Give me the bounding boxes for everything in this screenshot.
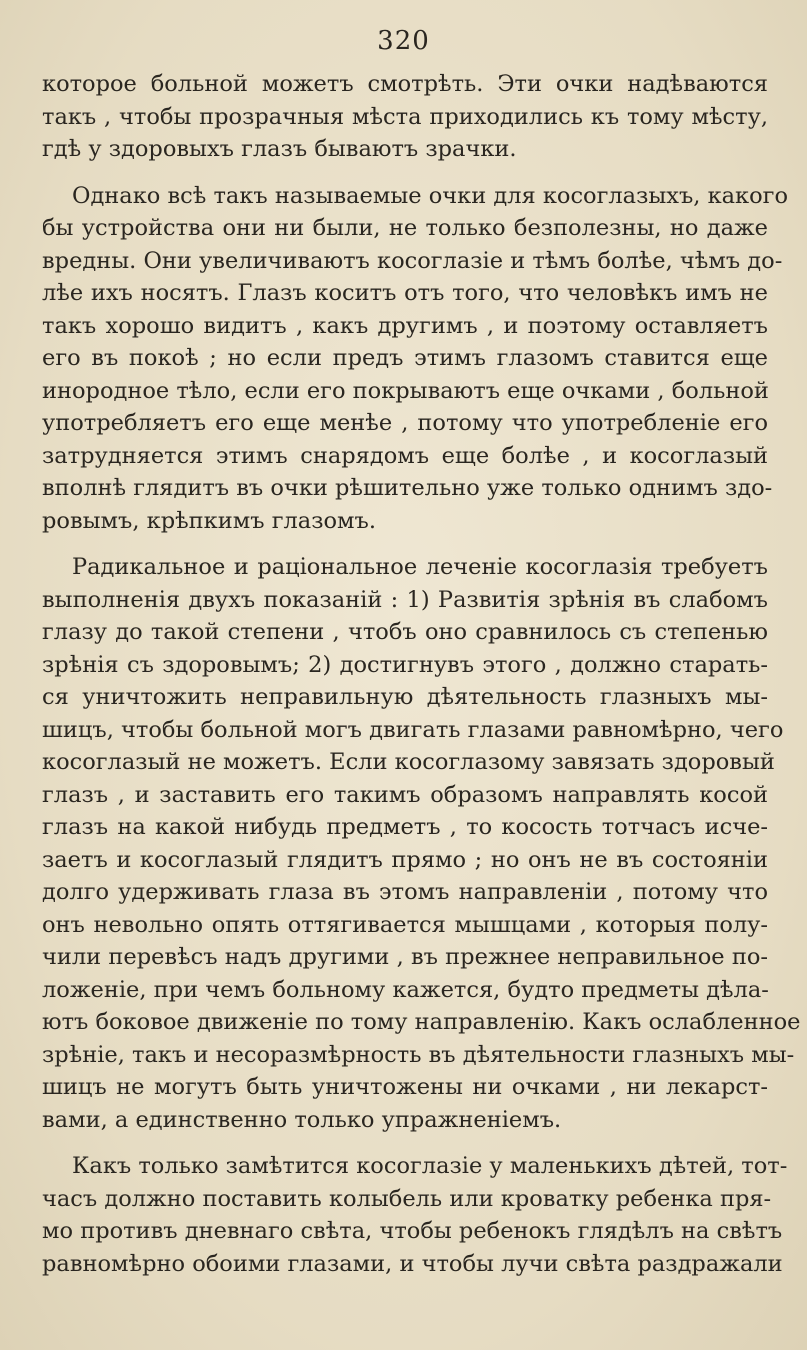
text-line: глазъ , и заставить его такимъ образомъ направлять косой [42, 781, 768, 808]
text-line: Однако всѣ такъ называемые очки для косоглазыхъ, какого [72, 182, 789, 209]
text-line: затрудняется этимъ снарядомъ еще болѣе , и косоглазый [42, 442, 768, 469]
text-line: Какъ только замѣтится косоглазіе у маленькихъ дѣтей, тот- [72, 1153, 788, 1179]
body-text [42, 68, 801, 1294]
text-line: вами, а единственно только упражненіемъ. [42, 1106, 562, 1133]
text-line: долго удерживать глаза въ этомъ направленіи , потому что [42, 879, 768, 905]
text-line: равномѣрно обоими глазами, и чтобы лучи свѣта раздражали [42, 1250, 783, 1277]
text-line: онъ невольно опять оттягивается мышцами , которыя полу- [42, 911, 768, 938]
text-line: ровымъ, крѣпкимъ глазомъ. [42, 507, 376, 534]
text-line: шицъ, чтобы больной могъ двигать глазами равномѣрно, чего [42, 716, 784, 743]
text-line: зрѣнія съ здоровымъ; 2) достигнувъ этого , должно старать- [42, 651, 768, 678]
text-line: ютъ боковое движеніе по тому направленію. Какъ ослабленное [42, 1009, 801, 1035]
paragraph [42, 180, 789, 538]
text-line: выполненія двухъ показаній : 1) Развитія зрѣнія въ слабомъ [42, 586, 768, 613]
text-line: Радикальное и раціональное леченіе косоглазія требуетъ [72, 554, 768, 580]
text-line: такъ , чтобы прозрачныя мѣста приходились къ тому мѣсту, [42, 103, 768, 130]
text-line: мо противъ дневнаго свѣта, чтобы ребенокъ глядѣлъ на свѣтъ [42, 1218, 783, 1244]
text-line: вредны. Они увеличиваютъ косоглазіе и тѣмъ болѣе, чѣмъ до- [42, 247, 783, 274]
text-line: гдѣ у здоровыхъ глазъ бываютъ зрачки. [42, 136, 517, 162]
text-line: заетъ и косоглазый глядитъ прямо ; но онъ не въ состояніи [42, 846, 768, 873]
text-line: глазу до такой степени , чтобъ оно сравнилось съ степенью [42, 619, 768, 645]
text-line: косоглазый не можетъ. Если косоглазому завязать здоровый [42, 749, 775, 775]
text-line: часъ должно поставить колыбель или кроватку ребенка пря- [42, 1185, 772, 1212]
paragraph [42, 68, 768, 166]
text-line: которое больной можетъ смотрѣть. Эти очки надѣваются [42, 71, 768, 97]
text-line: употребляетъ его еще менѣе , потому что употребленіе его [42, 410, 768, 436]
text-line: вполнѣ глядитъ въ очки рѣшительно уже только однимъ здо- [42, 475, 773, 501]
text-line: его въ покоѣ ; но если предъ этимъ глазомъ ставится еще [42, 345, 768, 371]
text-line: лѣе ихъ носятъ. Глазъ коситъ отъ того, что человѣкъ имъ не [42, 280, 768, 306]
text-line: шицъ не могутъ быть уничтожены ни очками , ни лекарст- [42, 1074, 768, 1100]
text-line: инородное тѣло, если его покрываютъ еще очками , больной [42, 377, 769, 404]
text-line: ся уничтожить неправильную дѣятельность глазныхъ мы- [42, 684, 768, 710]
page-number: 320 [377, 26, 430, 56]
text-line: такъ хорошо видитъ , какъ другимъ , и поэтому оставляетъ [42, 312, 768, 339]
text-line: глазъ на какой нибудь предметъ , то косость тотчасъ исче- [42, 814, 768, 840]
paragraph [42, 1150, 788, 1280]
paragraph [42, 551, 801, 1136]
text-line: зрѣніе, такъ и несоразмѣрность въ дѣятельности глазныхъ мы- [42, 1041, 795, 1068]
text-line: чили перевѣсъ надъ другими , въ прежнее неправильное по- [42, 944, 768, 970]
text-line: ложеніе, при чемъ больному кажется, будто предметы дѣла- [42, 976, 769, 1003]
text-line: бы устройства они ни были, не только безполезны, но даже [42, 215, 768, 241]
